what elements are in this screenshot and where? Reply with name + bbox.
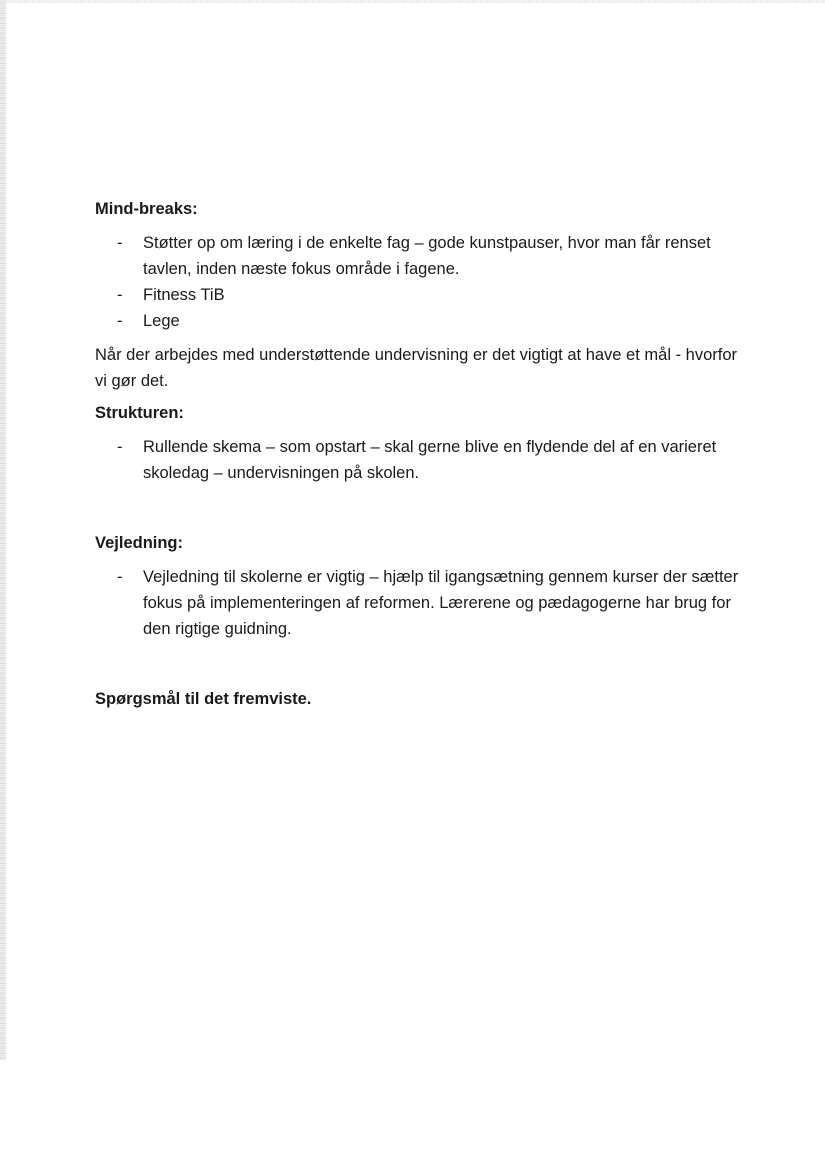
vejledning-list	[95, 564, 775, 642]
list-item-text: Rullende skema – som opstart – skal gerne blive en flydende del af en varieret skoledag – undervisningen på skolen.	[143, 438, 717, 482]
list-item-text: Støtter op om læring i de enkelte fag – gode kunstpauser, hvor man får renset tavlen, inden næste fokus område i fagene.	[143, 234, 711, 278]
list-item-text: Vejledning til skolerne er vigtig – hjælp til igangsætning gennem kurser der sætter fokus på implementeringen af reformen. Lærerene og pædagogerne har brug for den rigtige guidning.	[143, 568, 739, 638]
scan-edge-top	[0, 0, 825, 3]
mind-breaks-list	[95, 230, 775, 334]
list-item	[95, 564, 763, 642]
dash-bullet: -	[117, 286, 123, 304]
heading-mind-breaks: Mind-breaks:	[95, 200, 198, 218]
dash-bullet: -	[117, 234, 123, 252]
list-item	[95, 230, 763, 282]
scan-edge-left	[0, 0, 6, 1060]
heading-strukturen: Strukturen:	[95, 404, 184, 422]
list-item	[95, 308, 763, 334]
heading-vejledning: Vejledning:	[95, 534, 184, 552]
strukturen-list	[95, 434, 775, 486]
list-item-text: Lege	[143, 312, 180, 330]
dash-bullet: -	[117, 568, 123, 586]
dash-bullet: -	[117, 438, 123, 456]
list-item	[95, 434, 763, 486]
dash-bullet: -	[117, 312, 123, 330]
body-paragraph: Når der arbejdes med understøttende undervisning er det vigtigt at have et mål - hvorfor vi gør det.	[95, 346, 738, 390]
list-item	[95, 282, 763, 308]
heading-questions: Spørgsmål til det fremviste.	[95, 690, 312, 708]
document-body	[95, 196, 775, 712]
list-item-text: Fitness TiB	[143, 286, 225, 304]
